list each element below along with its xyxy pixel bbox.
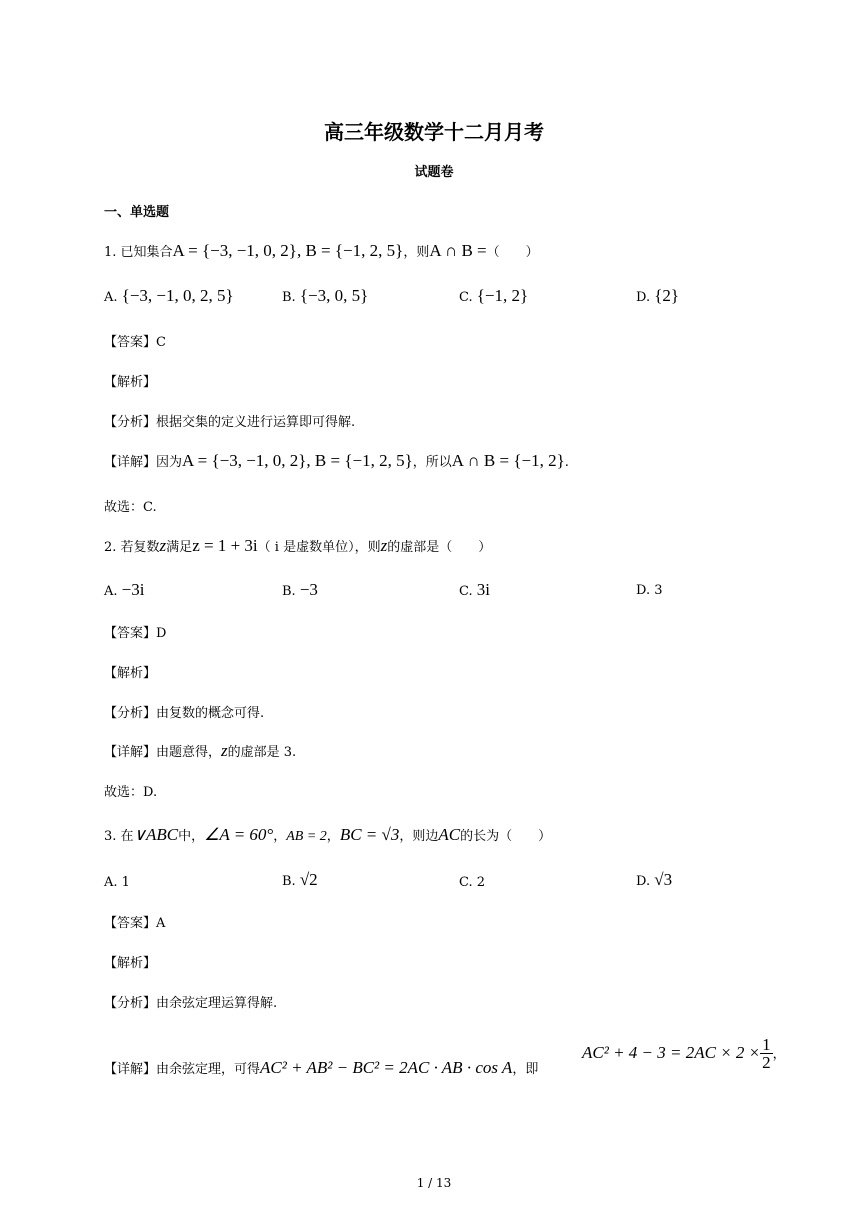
- q1-answer: 【答案】C: [104, 335, 166, 350]
- page-subtitle: 试题卷: [414, 165, 454, 180]
- q3-option-d-value: √3: [654, 870, 673, 889]
- q2-option-a: [104, 580, 144, 600]
- q2-eq: z = 1 + 3i: [192, 536, 258, 555]
- q1-option-a-label: A.: [104, 290, 118, 305]
- q2-detail-end: 的虚部是 3.: [227, 745, 297, 760]
- q3-ac: AC: [438, 825, 461, 844]
- q2-choice: 故选：D.: [104, 785, 158, 800]
- q1-detail-mid: ，所以: [412, 455, 452, 470]
- q3-option-a: A. 1: [104, 875, 130, 890]
- q1-option-d-value: {2}: [654, 286, 680, 305]
- q2-option-d: D. 3: [636, 583, 663, 598]
- q1-choice: 故选：C.: [104, 500, 157, 515]
- q3-detail-eq2-left: AC² + 4 − 3 = 2AC × 2 ×: [582, 1043, 761, 1062]
- question-3: [104, 825, 551, 845]
- q1-detail-prefix: 【详解】因为: [104, 455, 183, 470]
- q2-option-a-label: A.: [104, 584, 118, 599]
- q1-option-c-value: {−1, 2}: [476, 286, 529, 305]
- q1-expr: A ∩ B =: [429, 241, 487, 260]
- q2-option-b-value: −3: [299, 580, 318, 599]
- q1-option-b: [282, 286, 368, 306]
- q3-mid1: 中，: [178, 829, 205, 844]
- q2-end: 的虚部是（ ）: [387, 540, 492, 555]
- q2-option-c-label: C.: [459, 584, 473, 599]
- q2-detail-z: z: [221, 741, 228, 760]
- q3-detail-prefix: 【详解】由余弦定理，可得: [104, 1062, 261, 1077]
- page-number: 1 / 13: [416, 1176, 452, 1190]
- fraction-numerator: 1: [762, 1035, 771, 1054]
- q1-set-a: A = {−3, −1, 0, 2}, B = {−1, 2, 5}: [172, 241, 404, 260]
- q1-option-d-label: D.: [636, 290, 651, 305]
- q1-option-c: [459, 286, 528, 306]
- q3-bc: BC = √3: [339, 825, 400, 844]
- q1-option-a-value: {−3, −1, 0, 2, 5}: [121, 286, 234, 305]
- q2-analysis: 【解析】: [104, 666, 157, 681]
- q1-prefix: 1. 已知集合: [104, 245, 173, 260]
- q3-comma2: ，: [326, 829, 340, 844]
- q1-detail-sets: A = {−3, −1, 0, 2}, B = {−1, 2, 5}: [182, 451, 413, 470]
- q3-option-d-label: D.: [636, 874, 651, 889]
- q1-option-d: [636, 286, 679, 306]
- q3-comma1: ，: [273, 829, 287, 844]
- question-1: [104, 241, 539, 261]
- q3-option-b-label: B.: [282, 874, 296, 889]
- q1-detail-result: A ∩ B = {−1, 2}: [451, 451, 565, 470]
- q3-option-b: [282, 870, 318, 890]
- q2-prefix: 2. 若复数: [104, 540, 160, 555]
- q3-answer: 【答案】A: [104, 916, 166, 931]
- q3-angle: ∠A = 60°: [204, 825, 274, 844]
- q3-ab: AB = 2: [286, 829, 327, 844]
- q2-z: z: [159, 536, 167, 555]
- q2-option-b-label: B.: [282, 584, 296, 599]
- q1-option-b-label: B.: [282, 290, 296, 305]
- q2-option-a-value: −3i: [121, 580, 145, 599]
- question-2: [104, 536, 491, 556]
- q2-z2: z: [380, 536, 388, 555]
- q3-mid2: ，则边: [399, 829, 439, 844]
- q1-option-a: [104, 286, 234, 306]
- q2-detail: [104, 741, 296, 761]
- q1-fenxi: 【分析】根据交集的定义进行运算即可得解.: [104, 415, 356, 430]
- q2-detail-prefix: 【详解】由题意得，: [104, 745, 222, 760]
- q3-end: 的长为（ ）: [460, 829, 552, 844]
- q3-detail-mid: ，即: [512, 1062, 539, 1077]
- section-heading: 一、单选题: [104, 205, 170, 220]
- q3-triangle: ∨ABC: [133, 825, 179, 844]
- q3-detail-eq2: [582, 1036, 786, 1071]
- q3-prefix: 3. 在: [104, 829, 134, 844]
- q1-analysis: 【解析】: [104, 375, 157, 390]
- q1-detail-end: .: [564, 455, 569, 470]
- q1-option-c-label: C.: [459, 290, 473, 305]
- q3-detail-fraction: [760, 1036, 773, 1071]
- q3-detail: [104, 1058, 538, 1078]
- fraction-denominator: 2: [762, 1053, 771, 1072]
- q3-option-b-value: √2: [299, 870, 318, 889]
- q2-mid2: （ i 是虚数单位），则: [257, 540, 381, 555]
- q1-detail: [104, 451, 569, 471]
- q1-option-b-value: {−3, 0, 5}: [299, 286, 369, 305]
- q2-fenxi: 【分析】由复数的概念可得.: [104, 706, 265, 721]
- q3-detail-eq1: AC² + AB² − BC² = 2AC · AB · cos A: [260, 1058, 513, 1077]
- q1-paren: （ ）: [486, 245, 539, 260]
- q3-option-d: [636, 870, 672, 890]
- q2-answer: 【答案】D: [104, 626, 167, 641]
- q1-mid: ，则: [403, 245, 430, 260]
- q2-option-b: [282, 580, 318, 600]
- q2-option-c: [459, 580, 490, 600]
- q3-analysis: 【解析】: [104, 956, 157, 971]
- q2-option-c-value: 3i: [476, 580, 490, 599]
- page-title: 高三年级数学十二月月考: [324, 120, 544, 144]
- q3-detail-end: ，: [772, 1047, 786, 1062]
- q3-option-c: C. 2: [459, 875, 486, 890]
- q3-fenxi: 【分析】由余弦定理运算得解.: [104, 996, 278, 1011]
- q2-mid1: 满足: [166, 540, 193, 555]
